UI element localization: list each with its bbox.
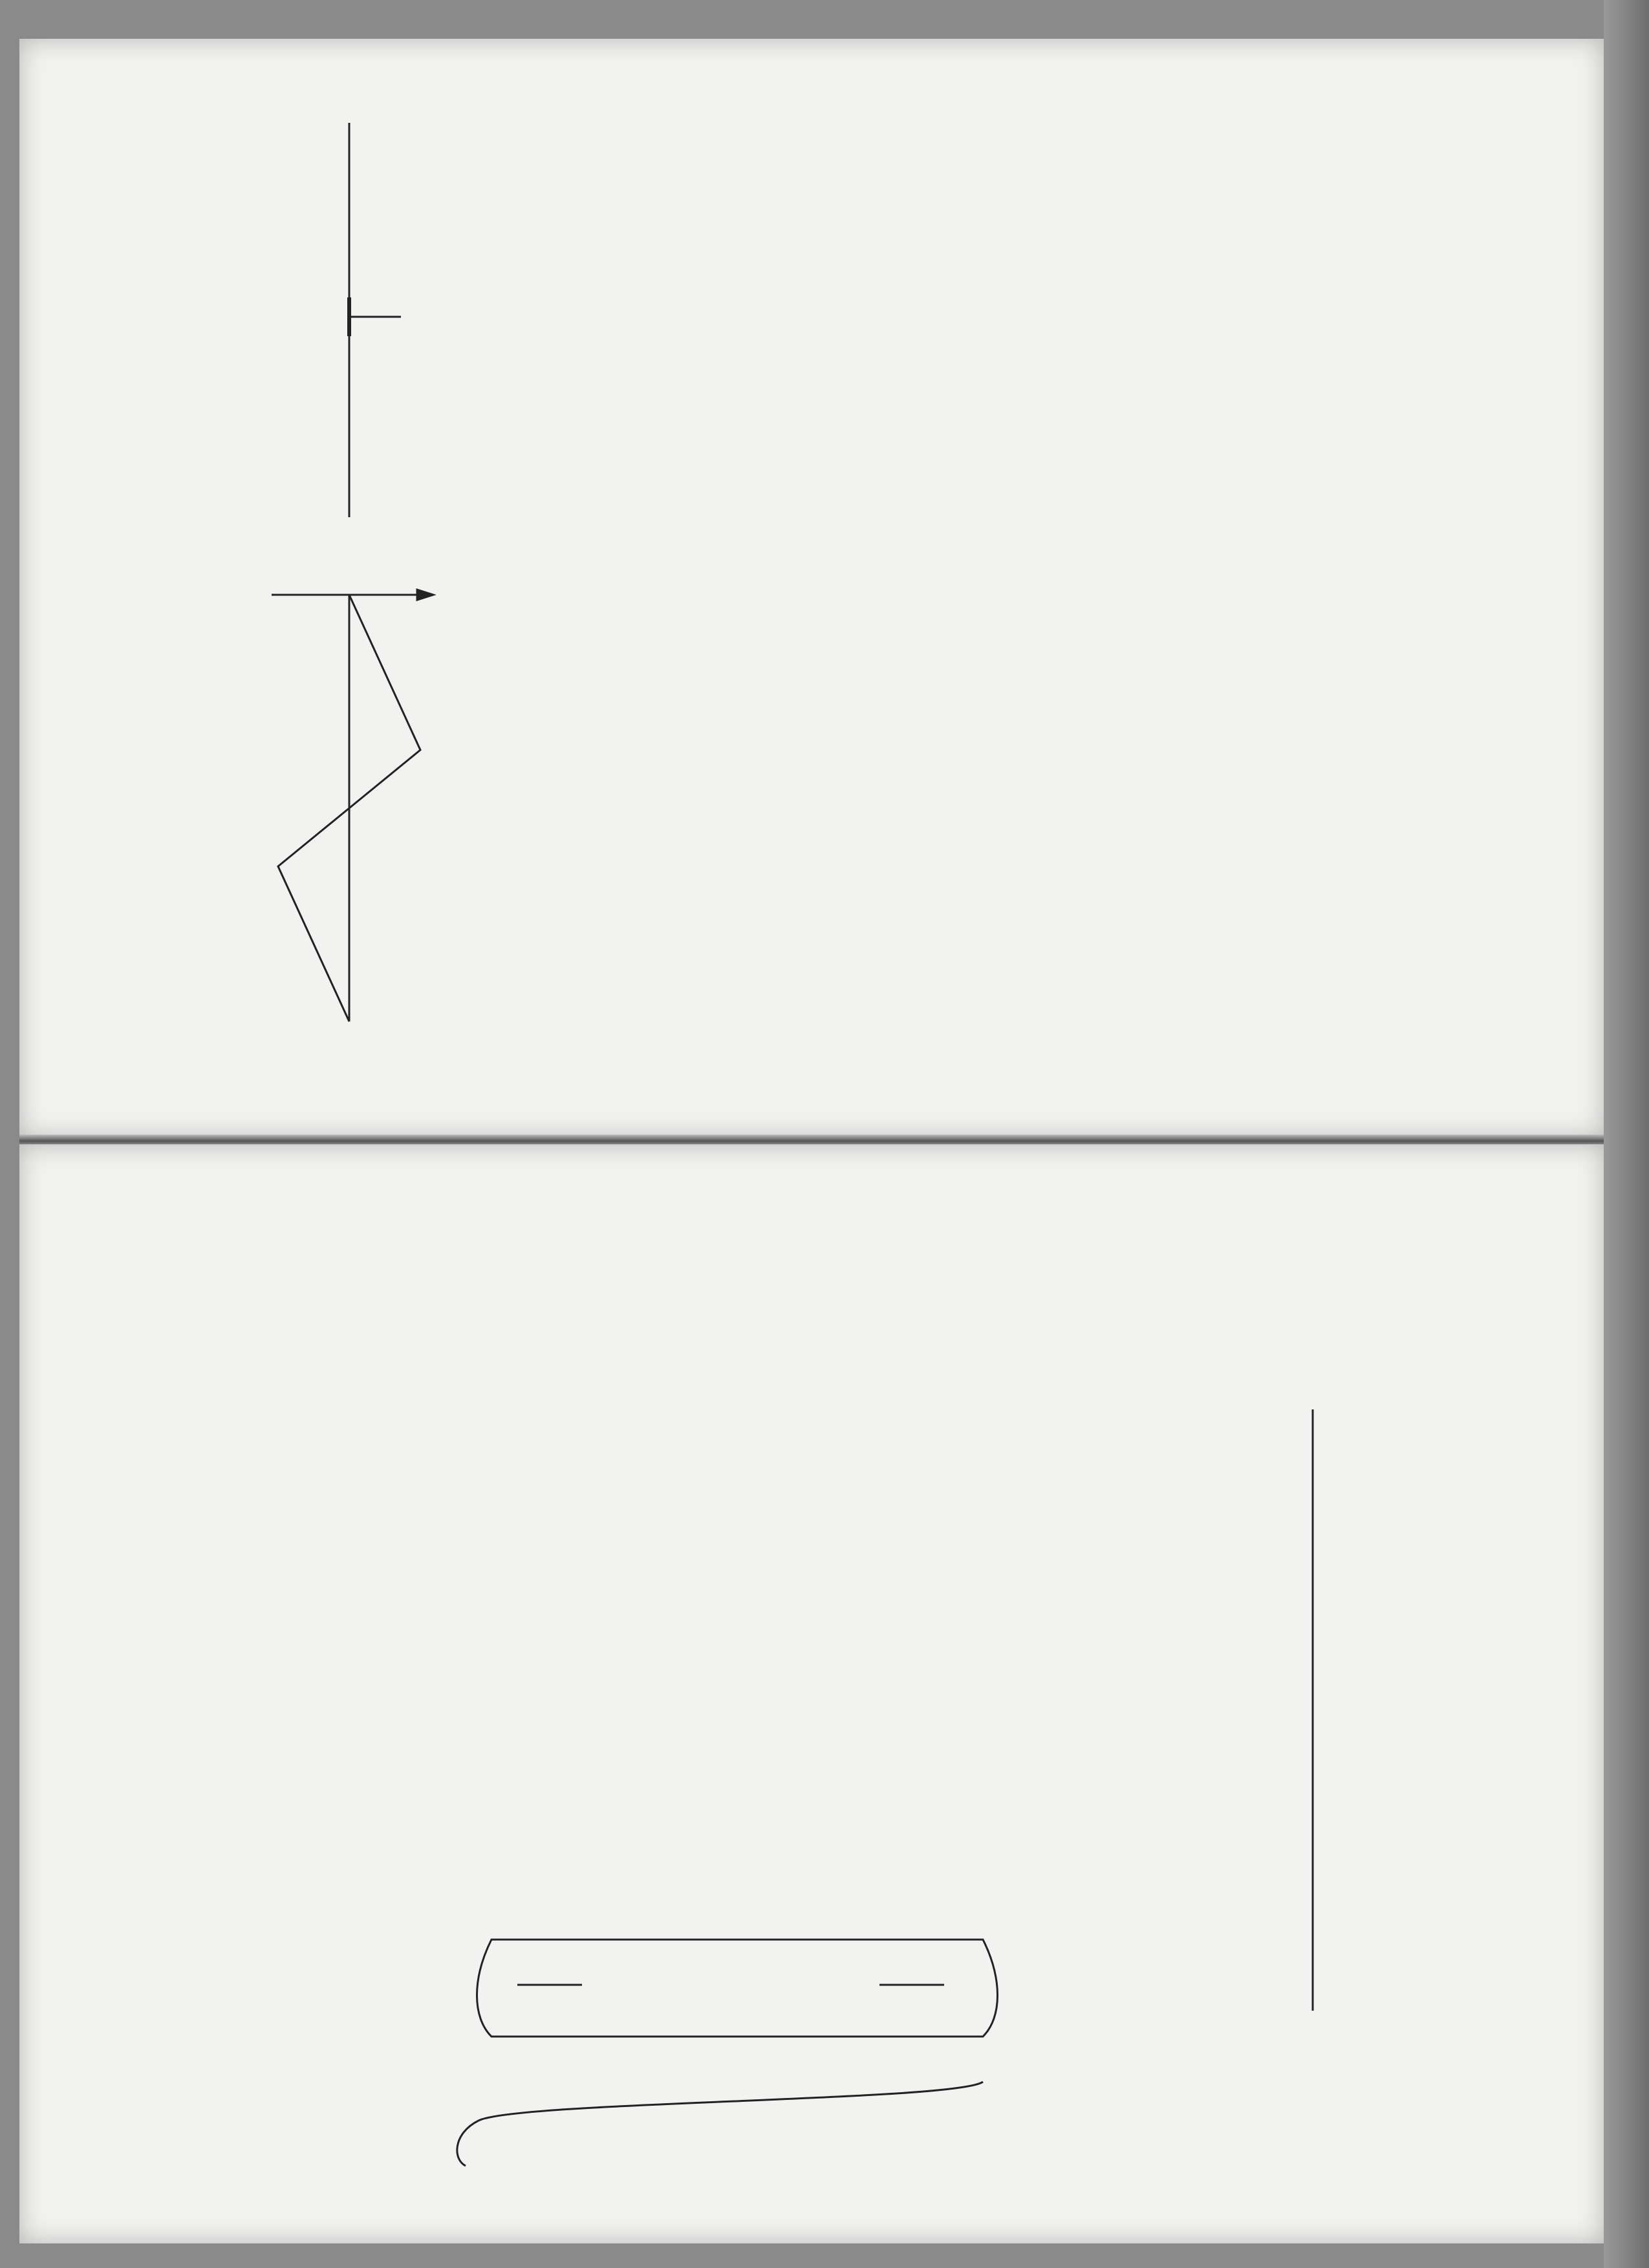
book-page-right: [19, 1144, 1604, 2243]
figure-2-16: [78, 103, 479, 1073]
dislocation-loop-a: [477, 1940, 998, 2037]
left-text-column: [1526, 97, 1565, 1080]
figure-2-17: [1048, 1312, 1326, 2088]
dislocation-line-b: [457, 2082, 983, 2166]
figure-2-18: [440, 1888, 1022, 2198]
book-page-left: [19, 39, 1604, 1138]
fig216b-forces: [272, 590, 433, 1022]
scanner-edge: [1604, 0, 1649, 2268]
fig216a-lattice: [349, 123, 401, 517]
